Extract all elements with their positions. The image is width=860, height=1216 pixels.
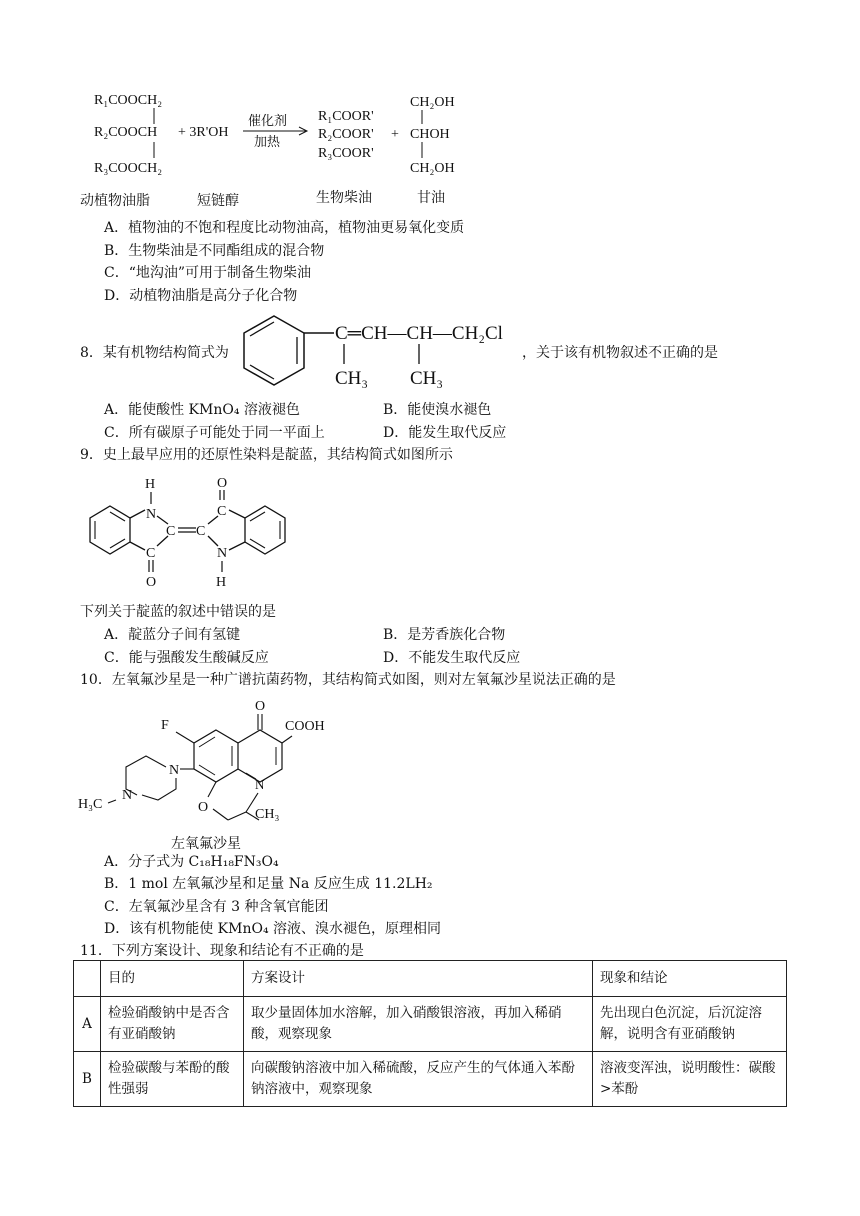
table-header-row (74, 961, 787, 997)
q9-sub-stem: 下列关于靛蓝的叙述中错误的是 (80, 604, 276, 620)
table-cell: 取少量固体加水溶解，加入硝酸银溶液，再加入稀硝酸，观察现象 (244, 997, 593, 1052)
q8-methyl-1: CH₃ (335, 368, 369, 389)
q8-stem-post: ，关于该有机物叙述不正确的是 (522, 345, 718, 361)
q8-option-b: B．能使溴水褪色 (383, 402, 492, 418)
q7-option-d: D．动植物油脂是高分子化合物 (104, 288, 298, 304)
svg-text:COOH: COOH (285, 719, 325, 734)
q11-stem: 11．下列方案设计、现象和结论有不正确的是 (80, 943, 364, 959)
q9-option-a: A．靛蓝分子间有氢键 (104, 627, 241, 643)
label-glycerol: 甘油 (417, 190, 445, 206)
svg-text:C: C (217, 504, 227, 519)
levofloxacin-caption: 左氧氟沙星 (171, 836, 241, 852)
plus-sign: + (391, 127, 399, 142)
glycerol-line-2: CHOH (410, 127, 450, 142)
q7-option-b: B．生物柴油是不同酯组成的混合物 (104, 243, 325, 259)
svg-text:H: H (145, 477, 156, 492)
catalyst-label: 催化剂 (248, 114, 288, 129)
biodiesel-line-1: R₁COOR' (318, 109, 374, 124)
biodiesel-line-2: R₂COOR' (318, 127, 374, 142)
glycerol-line-1: CH₂OH (410, 95, 455, 110)
svg-text:O: O (146, 575, 157, 590)
alcohol-reactant: + 3R'OH (178, 125, 229, 140)
q10-option-b: B．1 mol 左氧氟沙星和足量 Na 反应生成 11.2LH₂ (104, 876, 433, 892)
table-row (74, 1052, 787, 1107)
svg-text:O: O (217, 476, 228, 491)
levofloxacin-structure (78, 692, 338, 854)
indigo-structure (80, 470, 300, 590)
q8-option-a: A．能使酸性 KMnO₄ 溶液褪色 (104, 402, 300, 418)
label-alcohol: 短链醇 (197, 193, 239, 209)
q8-option-c: C．所有碳原子可能处于同一平面上 (104, 425, 325, 441)
q8-methyl-2: CH₃ (410, 368, 444, 389)
q9-stem: 9．史上最早应用的还原性染料是靛蓝，其结构简式如图所示 (80, 447, 453, 463)
fat-line-2: R₂COOCH (94, 125, 158, 140)
svg-text:N: N (169, 763, 180, 778)
table-cell: 检验硝酸钠中是否含有亚硝酸钠 (101, 997, 244, 1052)
svg-text:C: C (196, 524, 206, 539)
row-label: B (74, 1052, 101, 1107)
table-cell: 检验碳酸与苯酚的酸性强弱 (101, 1052, 244, 1107)
heat-label: 加热 (254, 135, 281, 150)
svg-text:O: O (198, 800, 209, 815)
glycerol-line-3: CH₂OH (410, 161, 455, 176)
svg-text:C: C (146, 546, 156, 561)
svg-text:N: N (217, 546, 228, 561)
svg-text:N: N (255, 777, 265, 792)
label-biodiesel: 生物柴油 (316, 190, 372, 206)
header-cell: 方案设计 (244, 961, 593, 997)
table-cell: 溶液变浑浊，说明酸性：碳酸>苯酚 (593, 1052, 787, 1107)
q11-table (73, 960, 787, 1107)
q10-option-d: D．该有机物能使 KMnO₄ 溶液、溴水褪色，原理相同 (104, 921, 442, 937)
q10-option-c: C．左氧氟沙星含有 3 种含氧官能团 (104, 899, 329, 915)
header-cell: 目的 (101, 961, 244, 997)
q9-option-b: B．是芳香族化合物 (383, 627, 506, 643)
fat-line-1: R₁COOCH₂ (94, 93, 163, 108)
biodiesel-line-3: R₃COOR' (318, 146, 374, 161)
row-label: A (74, 997, 101, 1052)
label-fat: 动植物油脂 (80, 193, 150, 209)
transesterification-scheme (80, 84, 480, 214)
table-cell: 向碳酸钠溶液中加入稀硫酸，反应产生的气体通入苯酚钠溶液中，观察现象 (244, 1052, 593, 1107)
q7-option-c: C．“地沟油”可用于制备生物柴油 (104, 265, 312, 281)
q10-stem: 10．左氧氟沙星是一种广谱抗菌药物，其结构简式如图，则对左氧氟沙星说法正确的是 (80, 672, 616, 688)
q9-option-d: D．不能发生取代反应 (383, 650, 521, 666)
svg-text:F: F (161, 718, 169, 733)
svg-text:CH₃: CH₃ (255, 807, 280, 822)
fat-line-3: R₃COOCH₂ (94, 161, 163, 176)
svg-text:N: N (122, 788, 133, 803)
q8-main-chain: C═CH—CH—CH₂Cl (335, 323, 503, 344)
q8-structure (238, 306, 528, 398)
q8-stem-pre: 8．某有机物结构简式为 (80, 345, 229, 361)
svg-text:H₃C: H₃C (78, 797, 103, 812)
svg-text:H: H (216, 575, 227, 590)
svg-text:N: N (146, 507, 157, 522)
table-cell: 先出现白色沉淀，后沉淀溶解，说明含有亚硝酸钠 (593, 997, 787, 1052)
benzene-ring (244, 316, 304, 385)
header-cell: 现象和结论 (593, 961, 787, 997)
svg-text:O: O (255, 699, 266, 714)
header-cell (74, 961, 101, 997)
q9-option-c: C．能与强酸发生酸碱反应 (104, 650, 269, 666)
q10-option-a: A．分子式为 C₁₈H₁₈FN₃O₄ (104, 854, 279, 870)
q7-option-a: A．植物油的不饱和程度比动物油高，植物油更易氧化变质 (104, 220, 465, 236)
q8-option-d: D．能发生取代反应 (383, 425, 507, 441)
table-row (74, 997, 787, 1052)
svg-text:C: C (166, 524, 176, 539)
